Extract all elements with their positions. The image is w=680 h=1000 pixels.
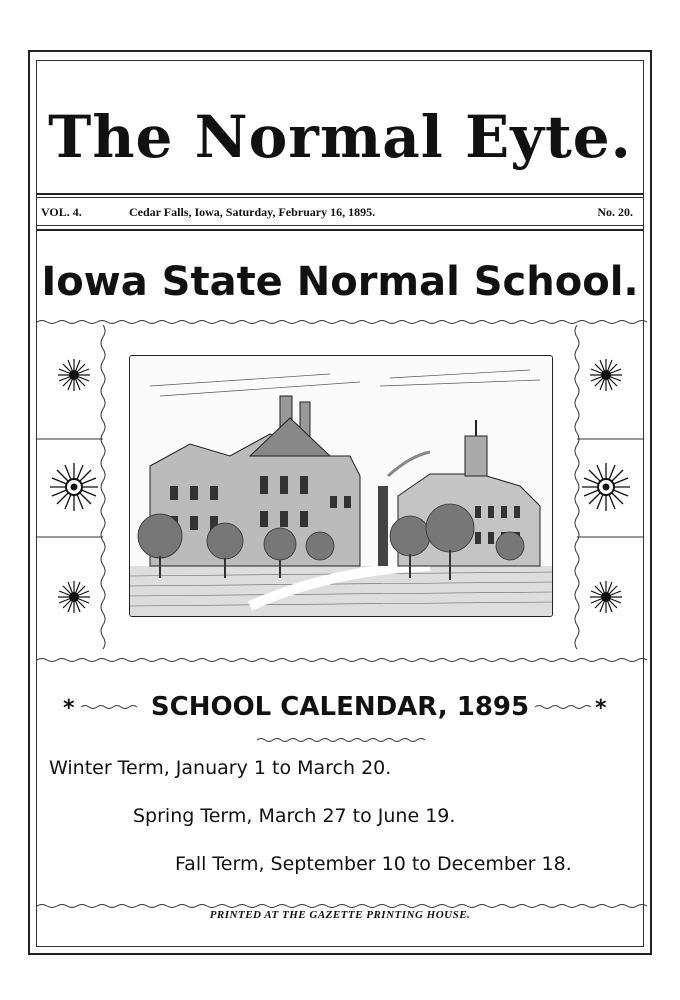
masthead-rule-thin [37, 197, 643, 198]
school-buildings-engraving-icon [129, 355, 553, 617]
calendar-title: SCHOOL CALENDAR, 1895 [150, 692, 530, 722]
title-underline-wave [257, 737, 427, 743]
sunburst-icon [569, 459, 643, 519]
star-flourish-right-icon [529, 695, 619, 719]
issue-number: No. 20. [597, 205, 633, 219]
starburst-icon [37, 355, 111, 399]
volume-number: VOL. 4. [41, 205, 82, 219]
masthead-rule [37, 193, 643, 195]
starburst-icon [569, 577, 643, 621]
place-and-date: Cedar Falls, Iowa, Saturday, February 16, 1895. [129, 205, 376, 219]
svg-text:*: * [63, 696, 75, 719]
printer-footer: PRINTED AT THE GAZETTE PRINTING HOUSE. [209, 909, 471, 921]
picture-area [37, 319, 643, 659]
wavy-divider-middle [37, 657, 647, 663]
masthead-title: The Normal Eyte. [48, 103, 632, 171]
dateline-rule [37, 229, 643, 231]
page-inner-frame [36, 60, 644, 947]
left-ornament-column [37, 319, 111, 659]
fall-term: Fall Term, September 10 to December 18. [175, 853, 572, 875]
spring-term: Spring Term, March 27 to June 19. [133, 805, 456, 827]
newspaper-page [28, 50, 652, 955]
dateline-rule-thin [37, 225, 643, 226]
right-ornament-column [569, 319, 643, 659]
winter-term: Winter Term, January 1 to March 20. [49, 757, 392, 779]
dateline [37, 201, 643, 225]
starburst-icon [569, 355, 643, 399]
school-name-heading: Iowa State Normal School. [41, 259, 639, 305]
starburst-icon [37, 577, 111, 621]
sunburst-icon [37, 459, 111, 519]
svg-text:*: * [595, 696, 607, 719]
